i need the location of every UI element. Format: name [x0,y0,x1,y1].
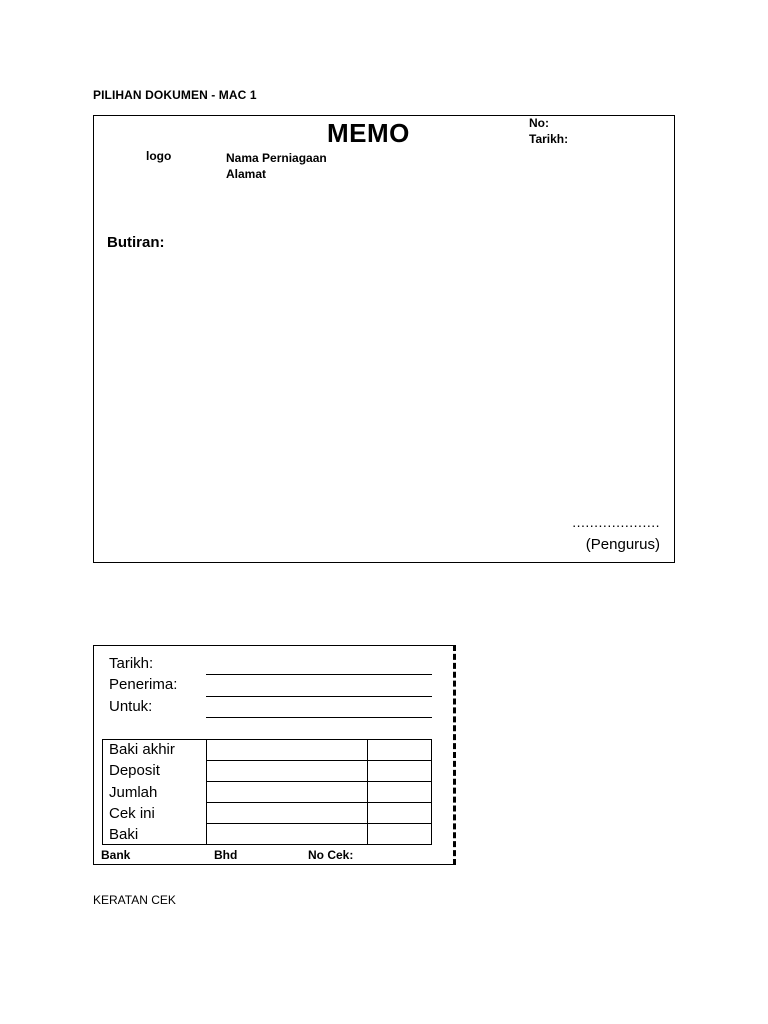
ledger-row-line [206,823,432,824]
ledger-label: Baki akhir [109,741,175,758]
document-title: PILIHAN DOKUMEN - MAC 1 [93,88,257,102]
ledger-table [102,739,432,845]
perforation-line [453,645,456,865]
ledger-divider [367,740,368,844]
ledger-label: Deposit [109,762,160,779]
memo-date-label: Tarikh: [529,132,569,146]
memo-number-label: No: [529,116,549,130]
ledger-row-line [206,781,432,782]
ledger-label: Jumlah [109,784,158,801]
ledger-label: Baki [109,826,139,843]
signature-line: .................... [572,514,660,530]
logo-placeholder: logo [146,149,172,163]
business-address: Alamat [226,167,267,181]
stub-date-line [206,674,432,675]
details-label: Butiran: [107,234,165,251]
ledger-row-line [206,802,432,803]
stub-payee-label: Penerima: [109,676,178,693]
memo-title: MEMO [327,118,410,148]
ledger-row-line [206,760,432,761]
cheque-stub-caption: KERATAN CEK [93,893,176,907]
stub-payee-line [206,696,432,697]
bank-label: Bank [101,848,131,862]
stub-purpose-line [206,717,432,718]
ledger-divider [206,740,207,844]
ledger-label: Cek ini [109,805,155,822]
memo-form [93,115,675,563]
business-name: Nama Perniagaan [226,151,327,165]
signatory-label: (Pengurus) [585,536,660,553]
cheque-number-label: No Cek: [308,848,354,862]
cheque-stub [93,645,454,865]
stub-date-label: Tarikh: [109,655,154,672]
stub-purpose-label: Untuk: [109,698,153,715]
bhd-label: Bhd [214,848,238,862]
